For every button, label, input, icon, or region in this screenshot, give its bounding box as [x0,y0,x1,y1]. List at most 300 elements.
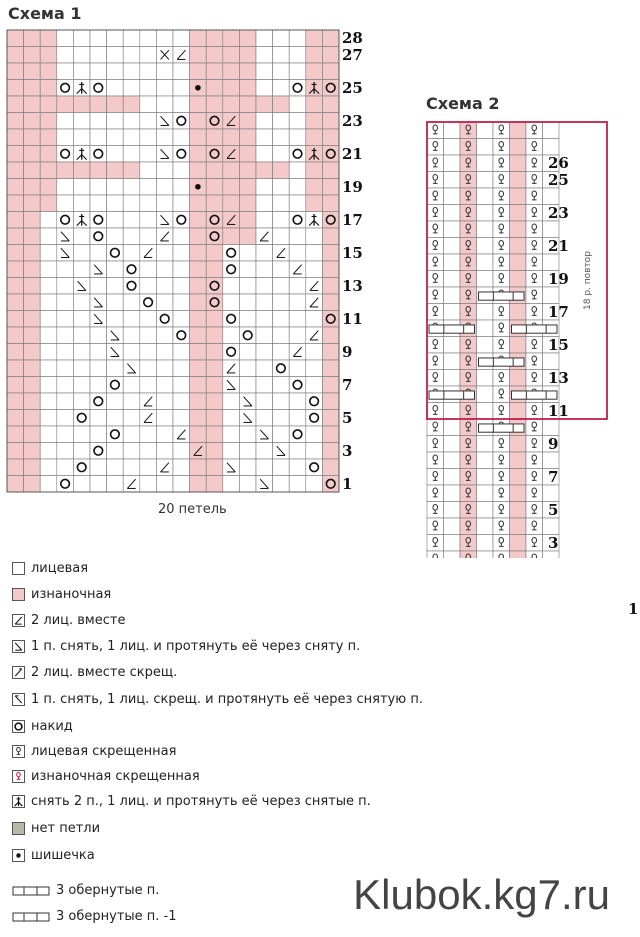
knit-cell [140,47,157,64]
knit-cell [57,459,74,476]
knit-cell [40,212,57,229]
purl-cell [510,551,527,558]
wrap-3-symbol [512,325,558,333]
scheme2-repeat-label: 18 р. повтор [583,251,593,310]
purl-cell [24,228,41,245]
knit-cell [173,212,190,229]
purl-cell [239,162,256,179]
purl-cell [107,162,124,179]
purl-cell [206,63,223,80]
purl-cell [7,410,24,427]
purl-cell [7,294,24,311]
knit-cell [156,393,173,410]
purl-cell [206,96,223,113]
purl-cell [206,393,223,410]
purl-cell [7,30,24,47]
knit-cell [40,228,57,245]
knit-cell [173,146,190,163]
knit-cell [90,113,107,130]
purl-cell [24,212,41,229]
purl-cell [223,162,240,179]
knit-cell [256,327,273,344]
knit-cell [444,221,461,238]
knit-cell [107,294,124,311]
knit-cell [173,443,190,460]
knit-cell [140,179,157,196]
knit-cell [256,63,273,80]
legend-item [12,610,125,630]
legend-text: изнаночная скрещенная [31,768,200,784]
knit-cell [477,469,494,486]
knit-cell [477,551,494,558]
knit-cell [107,113,124,130]
knit-cell [173,113,190,130]
knit-cell [543,485,560,502]
purl-cell [206,113,223,130]
knit-cell [173,63,190,80]
knit-cell [73,393,90,410]
knit-cell [444,271,461,288]
scheme2-row-label: 1 [628,599,639,618]
purl-cell [206,327,223,344]
knit-cell [123,311,140,328]
knit-cell [444,419,461,436]
purl-cell [510,469,527,486]
knit-cell [123,294,140,311]
legend-item [12,880,159,900]
purl-cell [510,122,527,139]
scheme2-row-label: 23 [548,203,569,222]
knit-cell [140,294,157,311]
purl-cell [123,96,140,113]
purl-cell [24,162,41,179]
purl-cell [24,80,41,97]
knit-cell [444,238,461,255]
knit-cell [256,129,273,146]
purl-cell [510,337,527,354]
knit-cell [123,113,140,130]
knit-cell [40,393,57,410]
purl-cell [322,63,339,80]
purl-cell [322,96,339,113]
knit-cell [256,410,273,427]
knit-cell [493,551,510,558]
purl-cell [24,179,41,196]
knit-cell [256,245,273,262]
knit-cell [543,353,560,370]
legend-item [12,662,177,682]
purl-cell [510,254,527,271]
knit-cell [543,188,560,205]
knit-cell [173,459,190,476]
purl-cell [510,452,527,469]
purl-cell [123,162,140,179]
knit-cell [90,195,107,212]
knit-cell [57,377,74,394]
knit-cell [239,245,256,262]
knit-cell [477,518,494,535]
purl-cell [510,502,527,519]
wrap-3-symbol [429,391,475,399]
purl-cell [206,162,223,179]
purl-cell [190,228,207,245]
knit-cell [156,410,173,427]
knit-cell [477,139,494,156]
knit-cell [90,344,107,361]
knit-cell [90,278,107,295]
knit-cell [73,113,90,130]
knit-cell [140,443,157,460]
purl-cell [24,294,41,311]
knit-cell [477,205,494,222]
knit-cell [444,518,461,535]
knit-cell [123,30,140,47]
knit-cell [140,360,157,377]
purl-cell [7,245,24,262]
knit-cell [444,205,461,222]
knit-cell [90,327,107,344]
purl-cell [24,344,41,361]
knit-cell [57,311,74,328]
purl-cell [206,261,223,278]
purl-cell [306,96,323,113]
knit-cell [273,47,290,64]
knit-cell [107,30,124,47]
purl-cell [206,228,223,245]
knit-cell [239,294,256,311]
knit-cell [140,195,157,212]
knit-cell [156,63,173,80]
knit-cell [40,410,57,427]
purl-cell [510,205,527,222]
knit-cell [477,452,494,469]
knit-cell [156,327,173,344]
knit-cell [223,245,240,262]
purl-cell [206,360,223,377]
purl-cell [206,426,223,443]
knit-cell [73,129,90,146]
purl-cell [7,195,24,212]
knit-cell [273,80,290,97]
knit-cell [444,337,461,354]
purl-cell [206,278,223,295]
knit-cell [73,327,90,344]
knit-cell [223,344,240,361]
scheme2-chart [285,118,640,558]
knit-cell [90,146,107,163]
knit-cell [444,535,461,552]
purl-cell [190,393,207,410]
knit-cell [239,426,256,443]
knit-cell [173,377,190,394]
bobble-icon [12,849,25,862]
legend-text: 2 лиц. вместе скрещ. [31,664,178,680]
knit-cell [140,96,157,113]
knit-cell [173,261,190,278]
knit-cell [90,80,107,97]
purl-cell [7,179,24,196]
purl-cell [223,30,240,47]
purl-cell [190,360,207,377]
knit-cell [256,377,273,394]
purl-square-icon [12,588,25,601]
knit-cell [73,30,90,47]
knit-cell [107,212,124,229]
knit-cell [57,360,74,377]
knit-cell [123,47,140,64]
purl-cell [190,146,207,163]
scheme1-row-label: 23 [342,111,363,130]
purl-cell [40,47,57,64]
stitch-symbol-b [195,184,201,190]
knit-cell [256,146,273,163]
scheme2-row-label: 13 [548,368,569,387]
scheme2-row-label: 11 [548,401,569,420]
knit-cell [239,443,256,460]
knit-cell [123,195,140,212]
yarn-over-icon [12,720,25,733]
scheme1-row-label: 17 [342,210,363,229]
purl-cell [306,47,323,64]
knit-cell [123,129,140,146]
purl-cell [40,179,57,196]
purl-cell [190,245,207,262]
purl-cell [24,129,41,146]
knit-cell [156,179,173,196]
legend-text: изнаночная [31,586,112,602]
knit-cell [223,278,240,295]
purl-cell [206,47,223,64]
knit-cell [173,195,190,212]
knit-cell [73,476,90,493]
knit-cell [223,443,240,460]
knit-cell [173,96,190,113]
knit-cell [57,393,74,410]
knit-cell [444,172,461,189]
legend-text: лицевая [31,560,89,576]
knit-cell [107,360,124,377]
knit-cell [239,278,256,295]
knit-cell [57,327,74,344]
purl-cell [57,96,74,113]
knit-cell [444,502,461,519]
knit-cell [289,96,306,113]
knit-cell [90,426,107,443]
knit-cell [273,63,290,80]
knit-cell [107,129,124,146]
knit-cell [73,261,90,278]
knit-cell [156,30,173,47]
knit-cell [107,146,124,163]
knit-cell [477,221,494,238]
purl-cell [7,443,24,460]
purl-cell [206,212,223,229]
purl-cell [206,80,223,97]
purl-cell [190,195,207,212]
knit-cell [444,304,461,321]
scheme2-title: Схема 2 [426,94,500,113]
purl-cell [24,113,41,130]
purl-cell [206,311,223,328]
knit-cell [73,245,90,262]
purl-cell [239,146,256,163]
purl-cell [190,476,207,493]
purl-cell [206,146,223,163]
knit-cell [477,188,494,205]
knit-cell [156,294,173,311]
knit-cell [444,403,461,420]
scheme1-row-label: 21 [342,144,363,163]
knit-cell [173,278,190,295]
knit-cell [123,426,140,443]
k2tog-icon [12,614,25,627]
purl-cell [223,47,240,64]
knit-cell [444,155,461,172]
purl-cell [190,344,207,361]
knit-cell [477,172,494,189]
knit-cell [123,278,140,295]
knit-cell [73,426,90,443]
knit-cell [156,476,173,493]
knit-cell [156,80,173,97]
knit-cell [239,261,256,278]
knit-cell [107,228,124,245]
knit-cell [173,360,190,377]
wrap-3-symbol [479,358,525,366]
knit-cell [73,360,90,377]
scheme2-row-label: 5 [548,500,559,519]
scheme2-row-label: 26 [548,154,569,172]
knit-cell [140,63,157,80]
purl-cell [24,311,41,328]
knit-cell [427,551,444,558]
knit-cell [477,320,494,337]
knit-cell [256,30,273,47]
knit-cell [90,393,107,410]
knit-cell [57,47,74,64]
purl-cell [7,80,24,97]
knit-cell [40,294,57,311]
knit-cell [107,245,124,262]
knit-cell [140,311,157,328]
knit-cell [140,212,157,229]
purl-cell [306,30,323,47]
purl-cell [190,261,207,278]
double-decrease-icon [12,795,25,808]
knit-cell [123,245,140,262]
knit-cell [90,129,107,146]
scheme2-row-label: 3 [548,533,559,552]
knit-cell [90,179,107,196]
knit-cell [90,443,107,460]
purl-cell [306,63,323,80]
legend-item [12,741,176,761]
legend-text: 2 лиц. вместе [31,612,126,628]
legend-text: нет петли [31,820,101,836]
knit-cell [256,393,273,410]
knit-cell [123,212,140,229]
wrap-3-icon [12,884,50,897]
knit-cell [40,426,57,443]
knit-cell [107,393,124,410]
knit-cell [223,327,240,344]
knit-cell [57,146,74,163]
knit-cell [444,436,461,453]
knit-cell [90,459,107,476]
purl-cell [223,179,240,196]
purl-cell [190,278,207,295]
purl-cell [40,195,57,212]
scheme2-row-label: 19 [548,269,569,288]
knit-cell [107,261,124,278]
purl-cell [190,294,207,311]
knit-cell [107,426,124,443]
scheme1-row-label: 25 [342,78,363,97]
purl-cell [239,113,256,130]
knit-cell [444,370,461,387]
purl-cell [90,96,107,113]
purl-cell [206,195,223,212]
scheme1-row-label: 13 [342,276,363,295]
knit-cell [57,212,74,229]
knit-cell [156,162,173,179]
purl-cell [190,47,207,64]
knit-cell [173,30,190,47]
knit-cell [40,459,57,476]
legend-item [12,636,360,656]
knit-cell [140,113,157,130]
purl-cell [24,476,41,493]
knit-cell [123,261,140,278]
knit-cell [156,195,173,212]
scheme2-row-label: 7 [548,467,559,486]
knit-cell [123,80,140,97]
knit-cell [477,485,494,502]
purl-cell [24,443,41,460]
knit-cell [57,179,74,196]
knit-cell [57,443,74,460]
purl-cell [510,172,527,189]
knit-cell [123,459,140,476]
knit-cell [73,47,90,64]
knit-cell [477,337,494,354]
purl-cell [190,327,207,344]
purl-cell [24,96,41,113]
purl-cell [206,410,223,427]
knit-cell [73,228,90,245]
knit-cell [123,63,140,80]
knit-cell [477,436,494,453]
purl-cell [40,146,57,163]
purl-cell [7,476,24,493]
legend-text: шишечка [31,847,95,863]
purl-cell [7,426,24,443]
purl-cell [510,535,527,552]
knit-cell [57,63,74,80]
knit-cell [123,377,140,394]
knit-cell [123,228,140,245]
legend-item [12,584,111,604]
knit-cell [123,179,140,196]
knit-cell [173,245,190,262]
knit-cell [289,80,306,97]
purl-cell [7,129,24,146]
knit-cell [256,278,273,295]
purl-cell [40,63,57,80]
scheme1-title: Схема 1 [8,4,82,23]
scheme1-row-label: 1 [342,474,353,493]
knit-cell [444,551,461,558]
